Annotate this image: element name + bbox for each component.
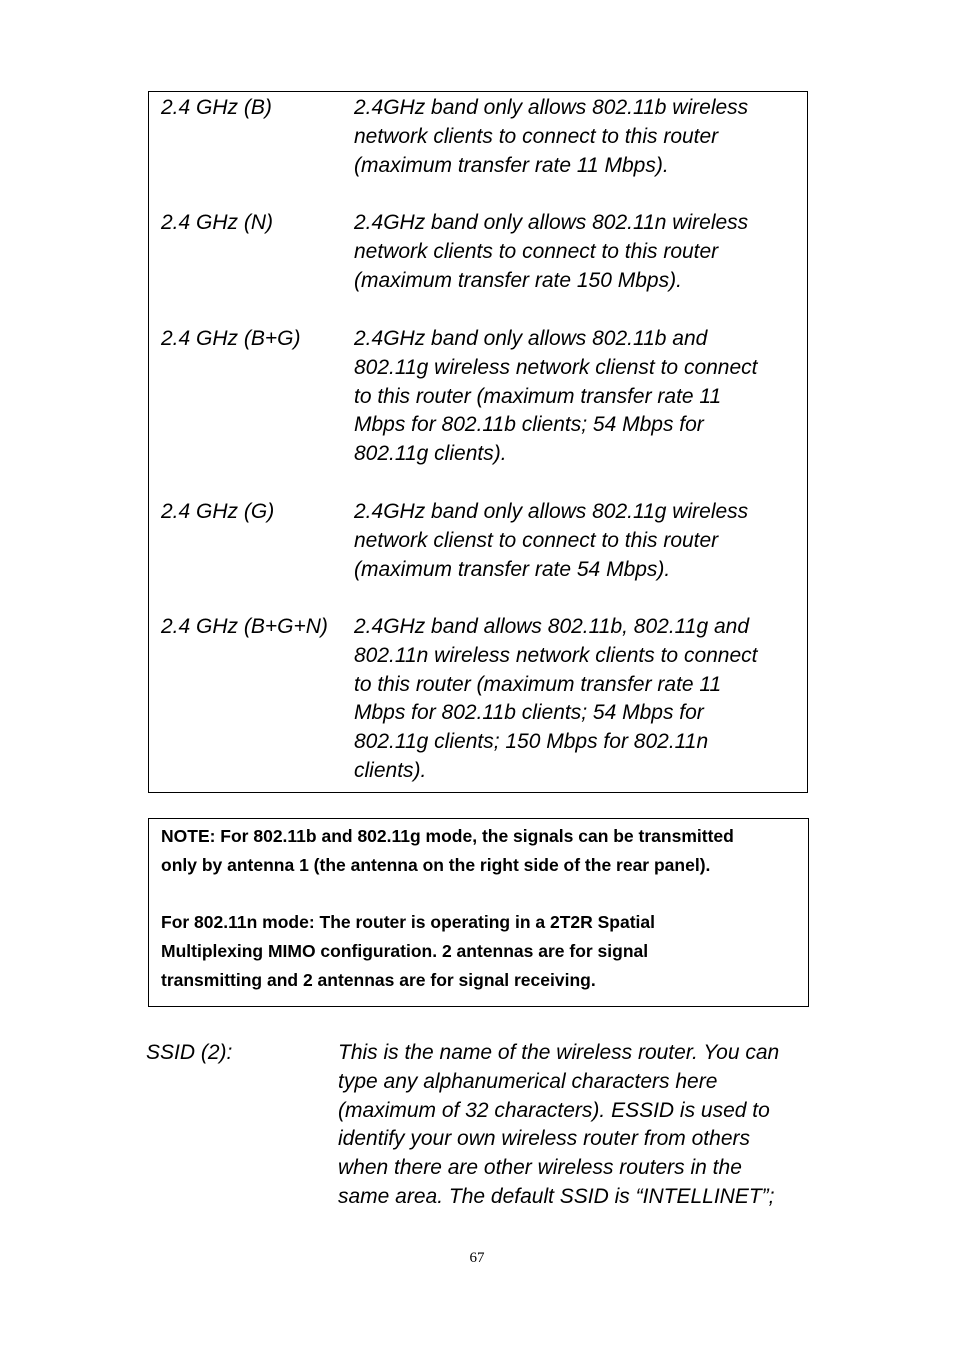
mode-description (354, 209, 799, 295)
note-paragraph-legacy-modes (161, 822, 801, 880)
mode-description (354, 94, 799, 180)
ssid-description (338, 1039, 818, 1212)
desc-line: 2.4GHz band only allows 802.11b and (354, 327, 708, 350)
note-line: Multiplexing MIMO configuration. 2 antennas are for signal (161, 940, 649, 961)
desc-line: 802.11g clients). (354, 442, 507, 466)
ssid-line: This is the name of the wireless router. You can (338, 1041, 780, 1064)
desc-line: network clients to connect to this router (354, 124, 719, 148)
desc-line: Mbps for 802.11b clients; 54 Mbps for (354, 413, 704, 437)
ssid-line: (maximum of 32 characters). ESSID is used to (338, 1098, 770, 1122)
desc-line: 2.4GHz band allows 802.11b, 802.11g and (354, 615, 750, 638)
desc-line: to this router (maximum transfer rate 11 (354, 672, 722, 696)
note-line: NOTE: For 802.11b and 802.11g mode, the signals can be transmitted (161, 826, 734, 846)
desc-line: 802.11g wireless network clienst to connect (354, 355, 758, 379)
mode-name: 2.4 GHz (B+G+N) (161, 615, 328, 638)
desc-line: to this router (maximum transfer rate 11 (354, 384, 722, 408)
ssid-line: when there are other wireless routers in the (338, 1156, 742, 1180)
desc-line: 2.4GHz band only allows 802.11n wireless (354, 211, 749, 234)
mode-name: 2.4 GHz (B+G) (161, 327, 301, 350)
desc-line: clients). (354, 758, 427, 782)
desc-line: Mbps for 802.11b clients; 54 Mbps for (354, 701, 704, 725)
note-line: For 802.11n mode: The router is operating in a 2T2R Spatial (161, 912, 656, 932)
desc-line: (maximum transfer rate 150 Mbps). (354, 268, 682, 292)
mode-description (354, 325, 799, 469)
desc-line: network clients to connect to this router (354, 239, 719, 263)
desc-line: 802.11n wireless network clients to connect (354, 643, 758, 667)
ssid-line: same area. The default SSID is “INTELLINET”; (338, 1184, 775, 1208)
desc-line: 2.4GHz band only allows 802.11b wireless (354, 96, 749, 119)
desc-line: (maximum transfer rate 54 Mbps). (354, 557, 671, 581)
mode-name: 2.4 GHz (G) (161, 500, 275, 523)
mode-description (354, 498, 799, 584)
note-line: transmitting and 2 antennas are for signal receiving. (161, 969, 596, 990)
mode-name: 2.4 GHz (B) (161, 96, 272, 119)
mode-name: 2.4 GHz (N) (161, 211, 274, 234)
desc-line: 802.11g clients; 150 Mbps for 802.11n (354, 730, 709, 754)
ssid-label: SSID (2): (146, 1041, 233, 1064)
ssid-line: identify your own wireless router from others (338, 1127, 750, 1151)
wireless-band-mode-table (148, 91, 808, 793)
desc-line: network clienst to connect to this router (354, 528, 719, 552)
mode-description (354, 613, 799, 786)
note-line: only by antenna 1 (the antenna on the right side of the rear panel). (161, 854, 711, 875)
page-number: 67 (469, 1250, 485, 1266)
desc-line: 2.4GHz band only allows 802.11g wireless (354, 500, 749, 523)
ssid-line: type any alphanumerical characters here (338, 1069, 718, 1093)
note-box (148, 818, 809, 1007)
desc-line: (maximum transfer rate 11 Mbps). (354, 153, 669, 177)
note-paragraph-11n-mode (161, 908, 801, 994)
